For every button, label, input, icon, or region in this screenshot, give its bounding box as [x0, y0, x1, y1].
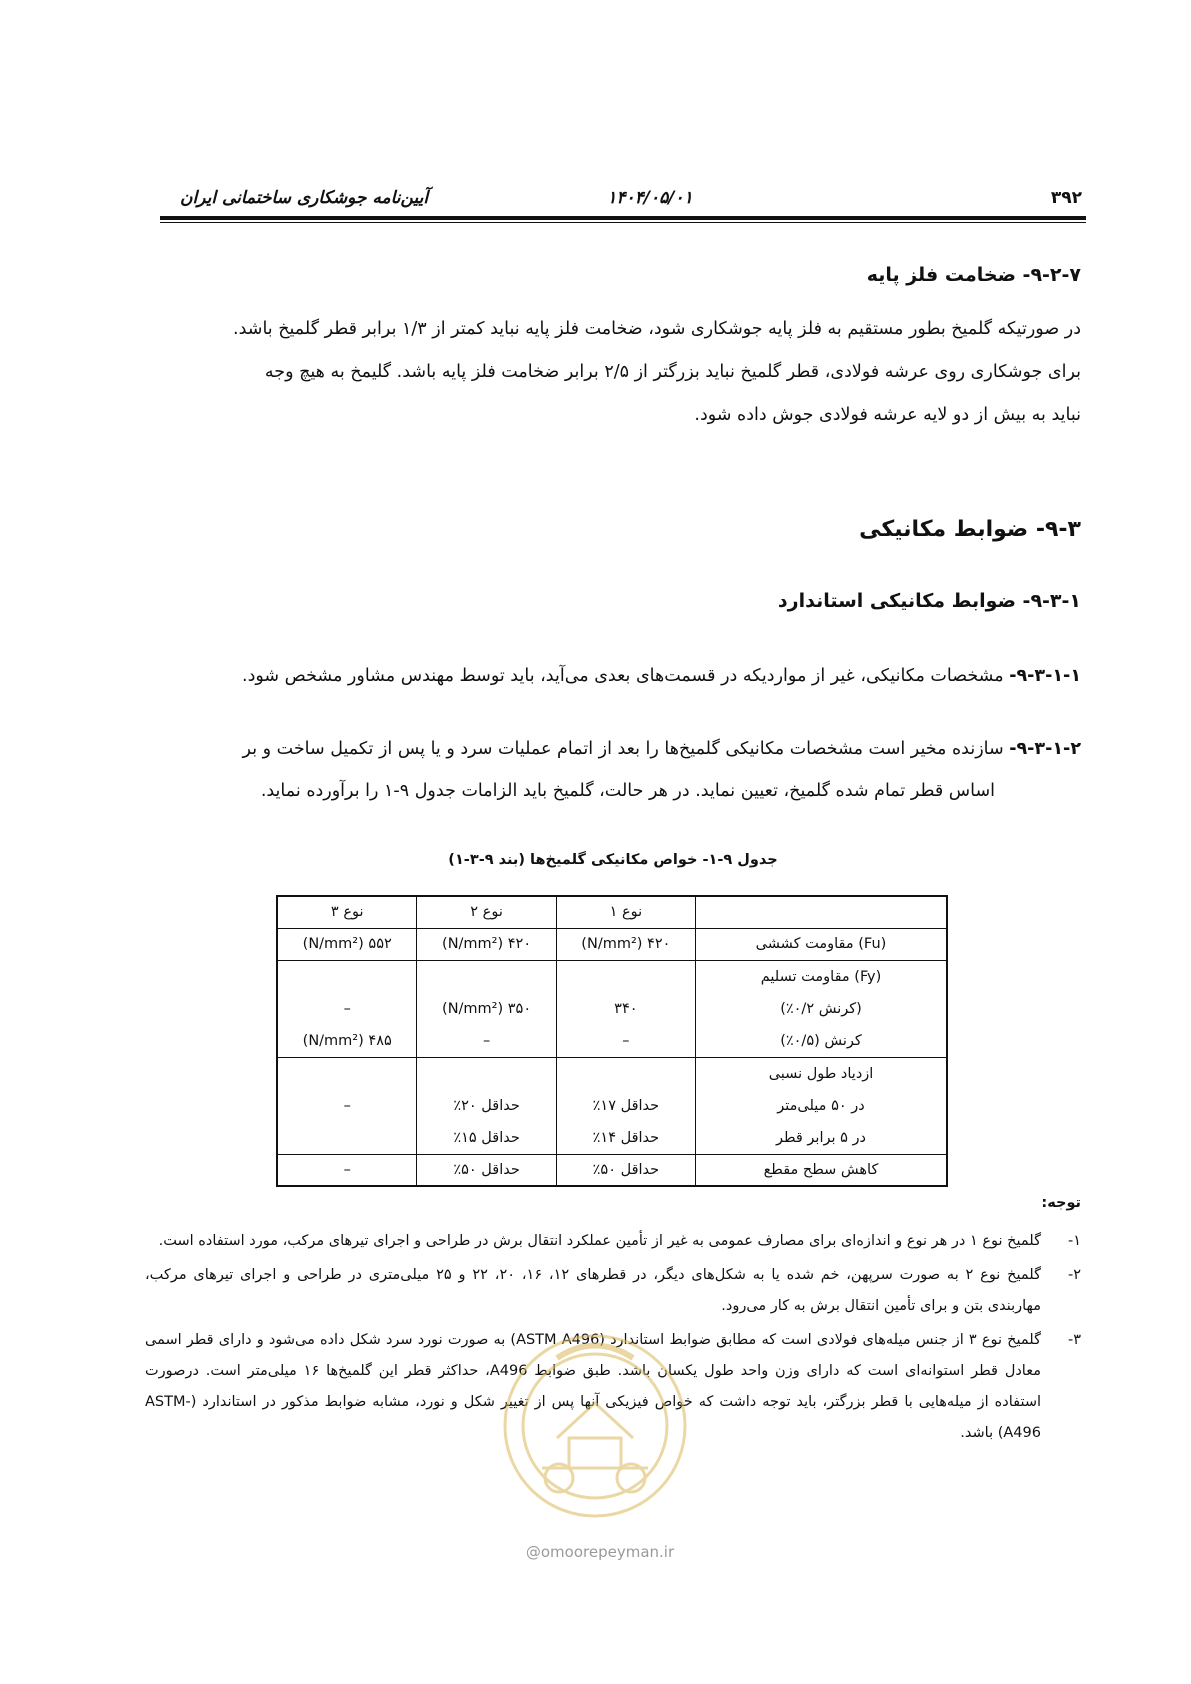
row-label: (Fu) مقاومت کششی [696, 928, 948, 960]
header-rule-thick [160, 216, 1086, 220]
book-title: آیین‌نامه جوشکاری ساختمانی ایران [180, 188, 429, 208]
row-label-line: کرنش (۰/۵٪) [780, 1032, 862, 1049]
heading-9-3: ۹-۳- ضوابط مکانیکی [859, 517, 1081, 542]
cell-line: ۳۵۰ (N/mm²) [442, 1000, 532, 1017]
table-cell [556, 1057, 695, 1154]
table-cell: ۴۲۰ (N/mm²) [417, 928, 556, 960]
table-cell [277, 960, 417, 1057]
table-header-row [277, 896, 947, 928]
table-row-area-reduction [277, 1154, 947, 1186]
note-item [145, 1260, 1081, 1322]
row-label [696, 1057, 948, 1154]
column-header: نوع ۲ [417, 896, 556, 928]
watermark-seal-icon [497, 1318, 693, 1533]
paragraph-line: در صورتیکه گلمیخ بطور مستقیم به فلز پایه جوشکاری شود، ضخامت فلز پایه نباید کمتر از ۱/۳ برابر قطر گلمیخ باشد. [233, 319, 1081, 339]
cell-line: حداقل ۱۴٪ [592, 1129, 660, 1146]
cell-line: – [482, 1032, 491, 1049]
page-header [160, 186, 1086, 216]
cell-line: – [343, 1000, 351, 1017]
note-number: ۱- [1067, 1233, 1081, 1249]
notes-title: توجه: [1041, 1195, 1081, 1211]
table-cell: – [277, 1154, 417, 1186]
note-text: گلمیخ نوع ۲ به صورت سرپهن، خم شده یا به شکل‌های دیگر، در قطرهای ۱۲، ۱۶، ۲۰، ۲۲ و ۲۵ میلی‌متری در طراحی و اجرای تیرهای مرکب، مهاربندی بتن و برای تأمین انتقال برش به کار می‌رود. [145, 1267, 1041, 1314]
cell-line: – [622, 1032, 630, 1049]
table-cell: ۵۵۲ (N/mm²) [277, 928, 417, 960]
at-icon: @ [525, 1543, 541, 1561]
column-header: نوع ۳ [277, 896, 417, 928]
table-cell [556, 960, 695, 1057]
table-cell: ۴۲۰ (N/mm²) [556, 928, 695, 960]
cell-line: ۳۴۰ [614, 1000, 638, 1017]
table-row-elongation [277, 1057, 947, 1154]
page-number: ۳۹۲ [1050, 188, 1082, 208]
note-item [145, 1226, 1081, 1257]
paragraph-line: برای جوشکاری روی عرشه فولادی، قطر گلمیخ نباید بزرگتر از ۲/۵ برابر ضخامت فلز پایه باشد. گلیمخ به هیچ وجه [264, 362, 1081, 382]
header-empty-cell [696, 896, 948, 928]
clause-text-line2: اساس قطر تمام شده گلمیخ، تعیین نماید. در هر حالت، گلمیخ باید الزامات جدول ۹-۱ را برآورده نماید. [260, 781, 995, 801]
cell-line: حداقل ۲۰٪ [453, 1097, 520, 1114]
clause-text: مشخصات مکانیکی، غیر از مواردیکه در قسمت‌های بعدی می‌آید، باید توسط مهندس مشاور مشخص شود. [242, 666, 1010, 686]
table-cell [417, 960, 556, 1057]
column-header: نوع ۱ [556, 896, 695, 928]
watermark-site [500, 1543, 700, 1561]
table-row-yield [277, 960, 947, 1057]
cell-line: حداقل ۱۵٪ [453, 1129, 520, 1146]
row-label-line: در ۵۰ میلی‌متر [777, 1097, 865, 1114]
clause-text: سازنده مخیر است مشخصات مکانیکی گلمیخ‌ها را بعد از اتمام عملیات سرد و یا پس از تکمیل ساخت و بر [242, 739, 1010, 759]
clause-label: ۹-۳-۱-۲- [1009, 739, 1081, 759]
note-text: گلمیخ نوع ۱ در هر نوع و اندازه‌ای برای مصارف عمومی به غیر از تأمین عملکرد انتقال برش در طراحی و اجرای تیرهای مرکب، مورد استفاده است. [158, 1233, 1041, 1249]
row-label: کاهش سطح مقطع [696, 1154, 948, 1186]
heading-9-2-7: ۹-۲-۷- ضخامت فلز پایه [866, 264, 1081, 286]
cell-line: ۴۸۵ (N/mm²) [302, 1032, 392, 1049]
table-cell: حداقل ۵۰٪ [556, 1154, 695, 1186]
table-cell: – [277, 1057, 417, 1154]
header-date: ۱۴۰۴/۰۵/۰۱ [607, 188, 693, 208]
watermark-site-text: omoorepeyman.ir [540, 1543, 675, 1561]
header-rule-thin [160, 222, 1086, 223]
clause-9-3-1-1 [145, 655, 1081, 697]
note-text: گلمیخ نوع ۳ از جنس میله‌های فولادی است که مطابق ضوابط استاندارد (ASTM A496) به صورت نورد سرد شکل داده می‌شود و دارای قطر اسمی معادل قطر استوانه‌ای است که دارای وزن واحد طول یکسان باشد. طبق ضوابط A496، حداکثر قطر این گلمیخ‌ها ۱۶ میلی‌متر است. درصورت استفاده از میله‌هایی با قطر بزرگتر، باید توجه داشت که خواص فیزیکی آنها پس از تغییر شکل و نورد، مشابه ضوابط مذکور در استاندارد (ASTM-A496) باشد. [145, 1332, 1041, 1441]
row-label-line: (Fy) مقاومت تسلیم [760, 968, 882, 985]
clause-label: ۹-۳-۱-۱- [1009, 666, 1081, 686]
table-row-tensile [277, 928, 947, 960]
heading-9-3-1: ۹-۳-۱- ضوابط مکانیکی استاندارد [777, 590, 1081, 612]
paragraph-base-metal-thickness [145, 308, 1081, 437]
note-number: ۳- [1067, 1332, 1081, 1348]
table-cell: حداقل ۵۰٪ [417, 1154, 556, 1186]
row-label-line: (کرنش ۰/۲٪) [780, 1000, 862, 1017]
row-label-line: ازدیاد طول نسبی [768, 1065, 874, 1082]
clause-9-3-1-2 [145, 728, 1081, 812]
table-cell [417, 1057, 556, 1154]
mechanical-properties-table [276, 895, 948, 1187]
cell-line: حداقل ۱۷٪ [592, 1097, 660, 1114]
paragraph-line: نباید به بیش از دو لایه عرشه فولادی جوش داده شود. [694, 405, 1081, 425]
row-label [696, 960, 948, 1057]
table-caption: جدول ۹-۱- خواص مکانیکی گلمیخ‌ها (بند ۹-۳-۱) [448, 852, 778, 868]
note-number: ۲- [1067, 1267, 1081, 1283]
row-label-line: در ۵ برابر قطر [775, 1129, 867, 1146]
